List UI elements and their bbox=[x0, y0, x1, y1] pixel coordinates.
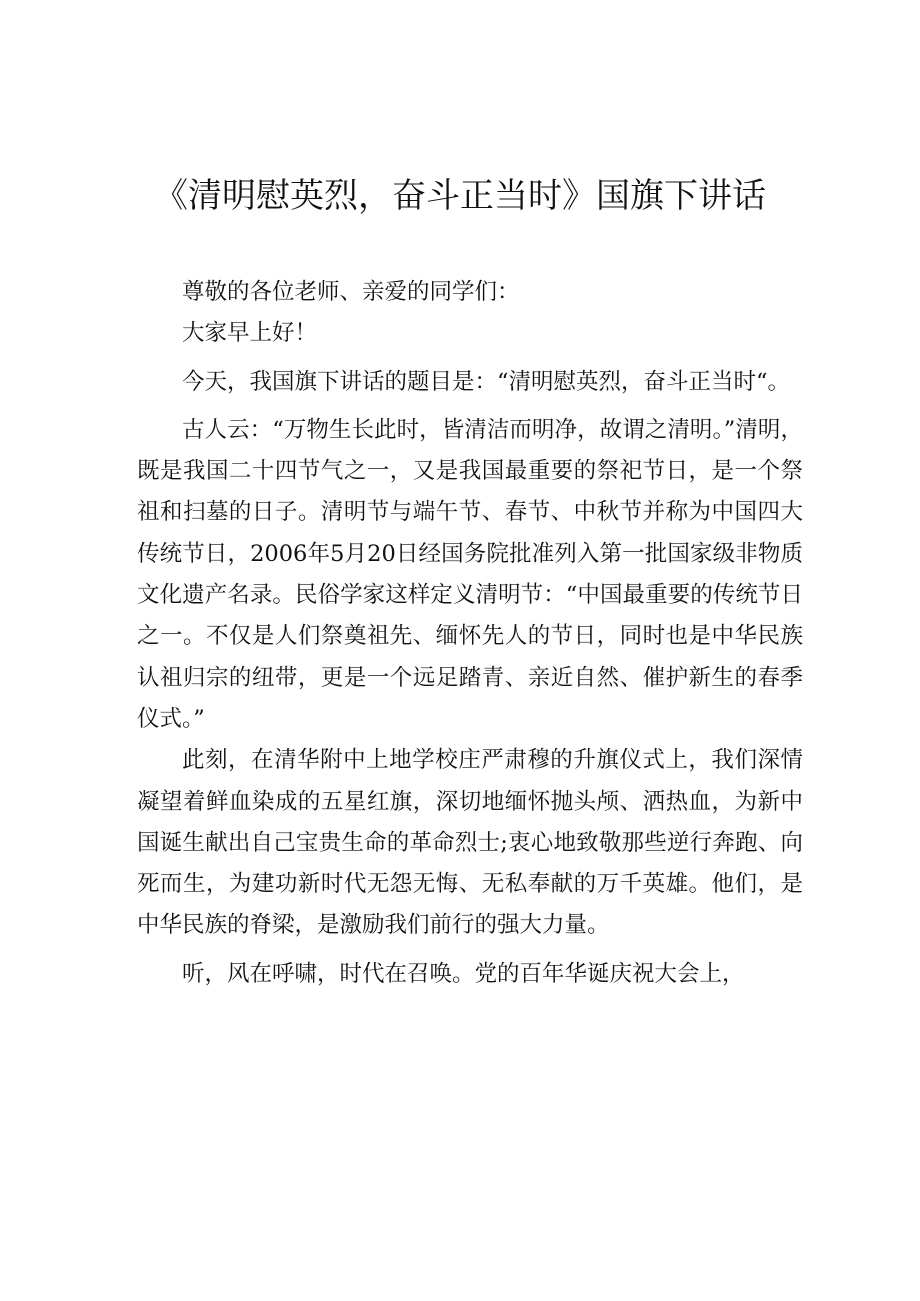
paragraph-qingming-intro: 古人云：“万物生长此时，皆清洁而明净，故谓之清明。”清明，既是我国二十四节气之一，又是我国最重要的祭祀节日，是一个祭祖和扫墓的日子。清明节与端午节、春节、中秋节并称为中国四大传统节日，2006年5月20日经国务院批准列入第一批国家级非物质文化遗产名录。民俗学家这样定义清明节：“中国最重要的传统节日之一。不仅是人们祭奠祖先、缅怀先人的节日，同时也是中华民族认祖归宗的纽带，更是一个远足踏青、亲近自然、催护新生的春季仪式。” bbox=[137, 416, 803, 732]
document-body bbox=[137, 272, 803, 995]
document-title: 《清明慰英烈，奋斗正当时》国旗下讲话 bbox=[154, 176, 766, 216]
paragraph-flag-ceremony: 此刻，在清华附中上地学校庄严肃穆的升旗仪式上，我们深情凝望着鲜血染成的五星红旗，深切地缅怀抛头颅、洒热血，为新中国诞生献出自己宝贵生命的革命烈士;衷心地致敬那些逆行奔跑、向死而生，为建功新时代无怨无悔、无私奉献的万千英雄。他们，是中华民族的脊梁，是激励我们前行的强大力量。 bbox=[137, 747, 803, 939]
paragraph-good-morning: 大家早上好！ bbox=[182, 320, 318, 347]
paragraph-greeting: 尊敬的各位老师、亲爱的同学们： bbox=[182, 279, 520, 305]
paragraph-call-of-era: 听，风在呼啸，时代在召唤。党的百年华诞庆祝大会上， bbox=[182, 960, 745, 987]
paragraph-topic: 今天，我国旗下讲话的题目是：“清明慰英烈，奋斗正当时“。 bbox=[182, 368, 791, 395]
